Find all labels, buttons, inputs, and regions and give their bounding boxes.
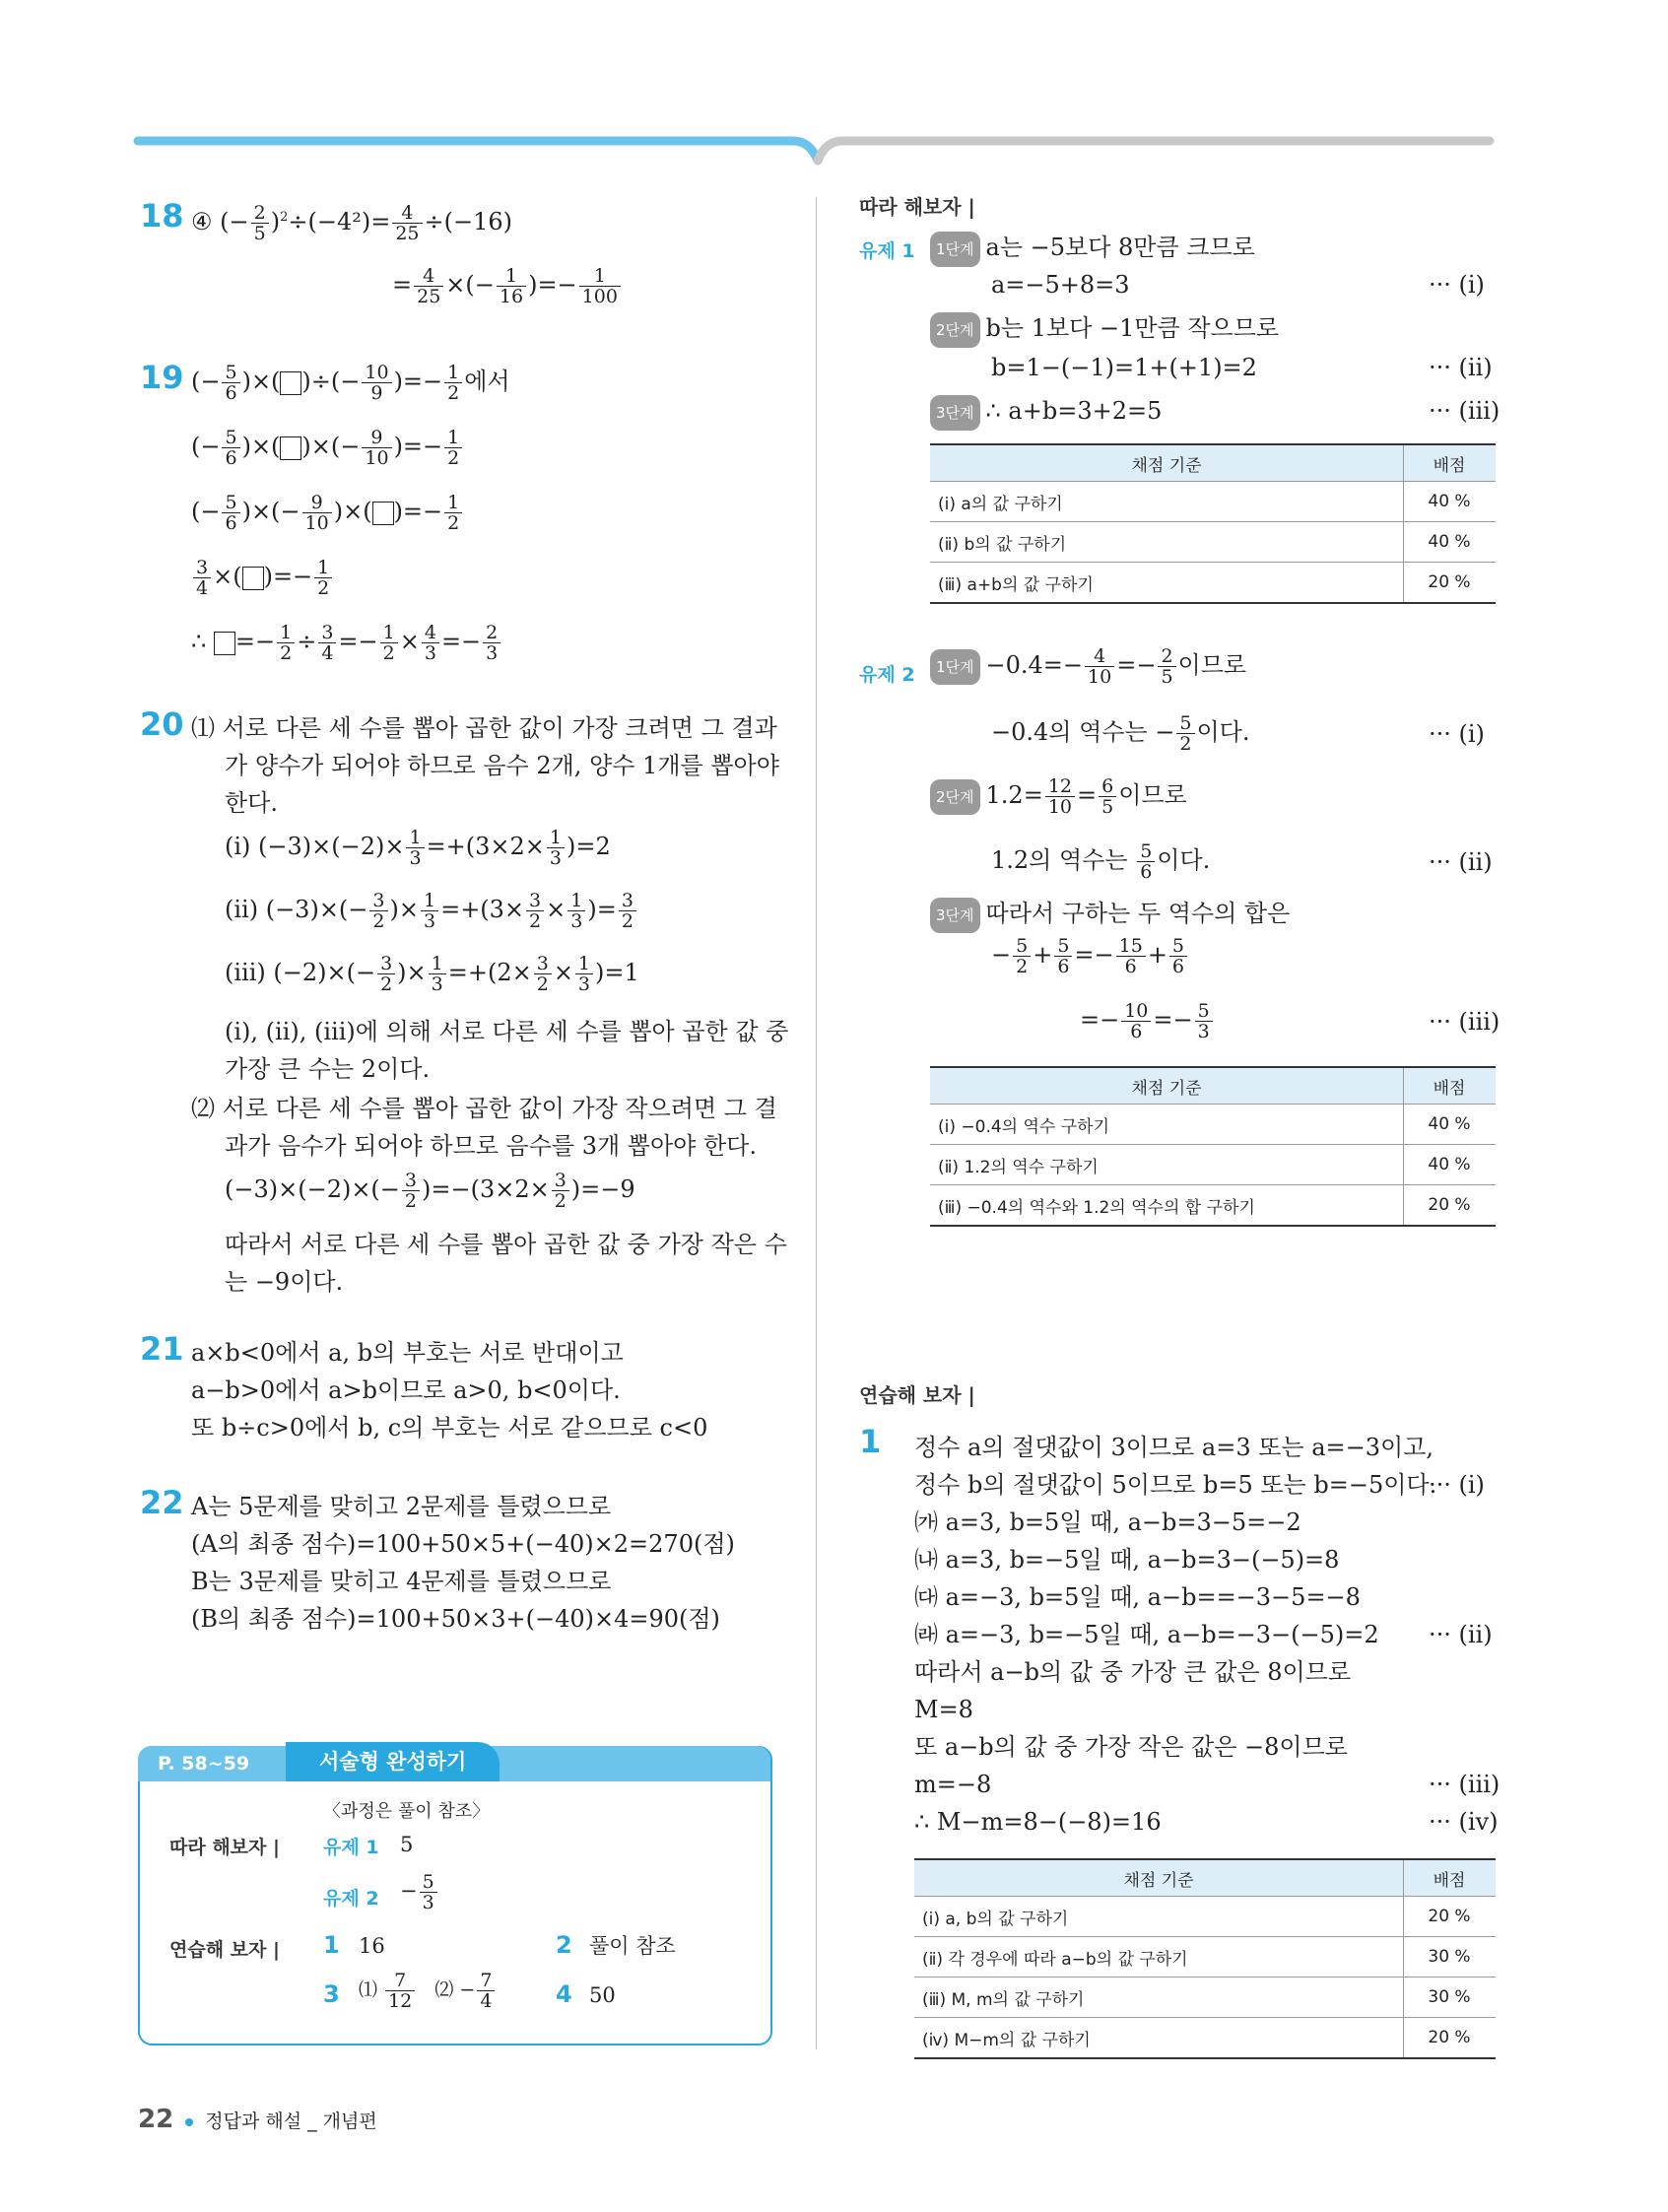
- yu2-r1c1: (ⅰ) −0.4의 역수 구하기: [930, 1105, 1404, 1145]
- problem-number-18: 18: [140, 197, 184, 235]
- yu1-r3c2: 20 %: [1404, 563, 1497, 604]
- q1-line2: 정수 b의 절댓값이 5이므로 b=5 또는 b=−5이다.: [914, 1471, 1437, 1499]
- summary-title-tab: [286, 1742, 500, 1781]
- problem-number-22: 22: [140, 1484, 184, 1521]
- footer-text: 정답과 해설 _ 개념편: [205, 2111, 377, 2132]
- p22-line1: A는 5문제를 맞히고 2문제를 틀렸으므로: [191, 1493, 612, 1520]
- q1-mark2: ··· (ⅱ): [1429, 1621, 1493, 1648]
- p19-line2: (− $\frac{5}{6}$ )×( )×(− $\frac{9}{10}$ )=− $\frac{1}{2}$: [191, 428, 464, 468]
- q1-mark1: ··· (ⅰ): [1429, 1471, 1485, 1499]
- yu2-step1-badge: 1단계: [930, 649, 980, 685]
- summary-a4-num: 4: [556, 1980, 572, 2008]
- footer-dot-icon: [185, 2118, 193, 2126]
- summary-a3-value: ⑴ $\frac{7}{12}$ ⑵ − $\frac{7}{4}$: [359, 1971, 497, 2011]
- yu2-r2c2: 40 %: [1404, 1145, 1497, 1185]
- q1-line10: m=−8: [914, 1771, 992, 1798]
- q1-mark3: ··· (ⅲ): [1429, 1771, 1501, 1798]
- p20-concl1b: 가장 큰 수는 2이다.: [225, 1055, 431, 1083]
- summary-yu1-label: 유제 1: [323, 1837, 379, 1858]
- summary-a1-value: 16: [359, 1934, 385, 1958]
- yu2-step3-badge: 3단계: [930, 898, 980, 933]
- p20-case2: (ⅱ) (−3)×(− $\frac{3}{2}$ )× $\frac{1}{3}$ =+(3× $\frac{3}{2}$ × $\frac{1}{3}$ )= $\frac{3}{2}$: [225, 891, 638, 931]
- yu1-r2c2: 40 %: [1404, 522, 1497, 563]
- yu2-mark2: ··· (ⅱ): [1429, 848, 1493, 876]
- yu1-mark1: ··· (ⅰ): [1429, 271, 1485, 299]
- p19-line1: (− $\frac{5}{6}$ )×( )÷(− $\frac{10}{9}$ )=− $\frac{1}{2}$ 에서: [191, 362, 510, 404]
- yu1-step2-badge: 2단계: [930, 312, 980, 348]
- yu1-r3c1: (ⅲ) a+b의 값 구하기: [930, 563, 1404, 604]
- yu1-s2-eq: b=1−(−1)=1+(+1)=2: [991, 354, 1257, 381]
- p20-part2-intro: ⑵ 서로 다른 세 수를 뽑아 곱한 값이 가장 작으려면 그 결: [191, 1095, 777, 1122]
- yu2-step1: 1단계 −0.4=− $\frac{4}{10}$ =− $\frac{2}{5}$ 이므로: [930, 646, 1246, 687]
- right-follow-heading: 따라 해보자 |: [859, 195, 975, 219]
- yu1-th2: 배점: [1404, 444, 1497, 482]
- problem-number-21: 21: [140, 1330, 184, 1368]
- problem-number-20: 20: [140, 705, 184, 743]
- p21-line3: 또 b÷c>0에서 b, c의 부호는 서로 같으므로 c<0: [191, 1414, 708, 1441]
- q1-line4: ㈏ a=3, b=−5일 때, a−b=3−(−5)=8: [914, 1546, 1340, 1574]
- p20-concl1: (ⅰ), (ⅱ), (ⅲ)에 의해 서로 다른 세 수를 뽑아 곱한 값 중: [225, 1018, 789, 1045]
- q1-r2c1: (ⅱ) 각 경우에 따라 a−b의 값 구하기: [914, 1937, 1404, 1977]
- q1-line5: ㈐ a=−3, b=5일 때, a−b==−3−5=−8: [914, 1583, 1361, 1611]
- yu1-step3: 3단계 ∴ a+b=3+2=5: [930, 394, 1162, 431]
- q1-line9: 또 a−b의 값 중 가장 작은 값은 −8이므로: [914, 1733, 1348, 1761]
- q1-th2: 배점: [1404, 1859, 1497, 1897]
- yu1-th1: 채점 기준: [930, 444, 1404, 482]
- p22-line3: B는 3문제를 맞히고 4문제를 틀렸으므로: [191, 1568, 612, 1595]
- yu1-s1-eq: a=−5+8=3: [991, 271, 1130, 299]
- yu2-s2-line2: 1.2의 역수는 $\frac{5}{6}$ 이다.: [991, 840, 1211, 883]
- p22-line2: (A의 최종 점수)=100+50×5+(−40)×2=270(점): [191, 1530, 735, 1558]
- page-number: 22: [138, 2105, 174, 2134]
- summary-a4-value: 50: [589, 1983, 616, 2007]
- q1-r4c1: (ⅳ) M−m의 값 구하기: [914, 2018, 1404, 2059]
- yu2-r1c2: 40 %: [1404, 1105, 1497, 1145]
- p20-part2-concl2: 는 −9이다.: [225, 1268, 344, 1296]
- yu2-mark3: ··· (ⅲ): [1429, 1008, 1501, 1036]
- yu2-label: 유제 2: [859, 664, 915, 686]
- yu2-th2: 배점: [1404, 1067, 1497, 1105]
- yu1-label: 유제 1: [859, 240, 915, 262]
- yu1-r2c1: (ⅱ) b의 값 구하기: [930, 522, 1404, 563]
- p20-part2-concl: 따라서 서로 다른 세 수를 뽑아 곱한 값 중 가장 작은 수: [225, 1231, 787, 1258]
- yu2-step3: 3단계 따라서 구하는 두 역수의 합은: [930, 897, 1290, 933]
- problem-number-19: 19: [140, 359, 184, 396]
- p19-line4: $\frac{3}{4}$ ×( )=− $\frac{1}{2}$: [191, 558, 334, 598]
- yu1-r1c2: 40 %: [1404, 482, 1497, 522]
- q1-r1c2: 20 %: [1404, 1897, 1497, 1937]
- yu1-step3-badge: 3단계: [930, 395, 980, 431]
- yu2-s3-eq2: =− $\frac{10}{6}$ =− $\frac{5}{3}$: [1080, 1001, 1215, 1041]
- yu2-r3c1: (ⅲ) −0.4의 역수와 1.2의 역수의 합 구하기: [930, 1185, 1404, 1227]
- yu1-step1-badge: 1단계: [930, 232, 980, 267]
- practice-number-1: 1: [859, 1423, 882, 1460]
- footer: [138, 2105, 377, 2134]
- column-divider: [816, 197, 817, 2049]
- q1-th1: 채점 기준: [914, 1859, 1404, 1897]
- p19-line3: (− $\frac{5}{6}$ )×(− $\frac{9}{10}$ )×( )=− $\frac{1}{2}$: [191, 493, 464, 533]
- q1-r3c2: 30 %: [1404, 1977, 1497, 2018]
- q1-r4c2: 20 %: [1404, 2018, 1497, 2059]
- summary-a1-num: 1: [323, 1931, 340, 1959]
- p18-line2: = $\frac{4}{25}$ ×(− $\frac{1}{16}$ )=− $\frac{1}{100}$: [392, 266, 623, 306]
- q1-line8: M=8: [914, 1696, 973, 1723]
- summary-follow-label: 따라 해보자 |: [169, 1837, 280, 1858]
- yu1-step1: 1단계 a는 −5보다 8만큼 크므로: [930, 231, 1255, 267]
- yu2-r3c2: 20 %: [1404, 1185, 1497, 1227]
- q1-r3c1: (ⅲ) M, m의 값 구하기: [914, 1977, 1404, 2018]
- p20-case3: (ⅲ) (−2)×(− $\frac{3}{2}$ )× $\frac{1}{3}$ =+(2× $\frac{3}{2}$ × $\frac{1}{3}$ )=1: [225, 953, 639, 995]
- yu1-step2: 2단계 b는 1보다 −1만큼 작으므로: [930, 311, 1279, 348]
- p20-part2-calc: (−3)×(−2)×(− $\frac{3}{2}$ )=−(3×2× $\frac{3}{2}$ )=−9: [225, 1170, 635, 1212]
- p18-line1: ④ (− $\frac{2}{5}$ )$^2$÷(−4²)= $\frac{4}{25}$ ÷(−16): [191, 202, 512, 244]
- yu2-s3-eq1: − $\frac{5}{2}$ + $\frac{5}{6}$ =− $\frac{15}{6}$ + $\frac{5}{6}$: [991, 936, 1189, 976]
- q1-r2c2: 30 %: [1404, 1937, 1497, 1977]
- summary-title: 서술형 완성하기: [319, 1750, 467, 1774]
- yu2-r2c1: (ⅱ) 1.2의 역수 구하기: [930, 1145, 1404, 1185]
- summary-note: 〈과정은 풀이 참조〉: [323, 1801, 491, 1822]
- yu2-th1: 채점 기준: [930, 1067, 1404, 1105]
- q1-line7: 따라서 a−b의 값 중 가장 큰 값은 8이므로: [914, 1658, 1352, 1686]
- p20-intro3: 한다.: [225, 789, 278, 817]
- q1-r1c1: (ⅰ) a, b의 값 구하기: [914, 1897, 1404, 1937]
- p20-part2-intro2: 과가 음수가 되어야 하므로 음수를 3개 뽑아야 한다.: [225, 1132, 757, 1160]
- yu2-step2: 2단계 1.2= $\frac{12}{10}$ = $\frac{6}{5}$ 이므로: [930, 776, 1187, 817]
- q1-line11: ∴ M−m=8−(−8)=16: [914, 1808, 1162, 1836]
- summary-page-tab: P. 58~59: [158, 1753, 250, 1775]
- p22-line4: (B의 최종 점수)=100+50×3+(−40)×4=90(점): [191, 1605, 720, 1633]
- p20-case1: (ⅰ) (−3)×(−2)× $\frac{1}{3}$ =+(3×2× $\frac{1}{3}$ )=2: [225, 827, 611, 869]
- summary-practice-label: 연습해 보자 |: [169, 1939, 280, 1961]
- yu2-s1-line2: −0.4의 역수는 − $\frac{5}{2}$ 이다.: [991, 712, 1250, 755]
- q1-grading-table: [914, 1858, 1496, 2059]
- p20-intro2: 가 양수가 되어야 하므로 음수 2개, 양수 1개를 뽑아야: [225, 752, 779, 779]
- p21-line1: a×b<0에서 a, b의 부호는 서로 반대이고: [191, 1339, 624, 1367]
- yu1-mark2: ··· (ⅱ): [1429, 354, 1493, 381]
- yu1-r1c1: (ⅰ) a의 값 구하기: [930, 482, 1404, 522]
- right-practice-heading: 연습해 보자 |: [859, 1383, 975, 1407]
- p21-line2: a−b>0에서 a>b이므로 a>0, b<0이다.: [191, 1376, 621, 1404]
- summary-a3-num: 3: [323, 1980, 340, 2008]
- header-bar: [0, 0, 1668, 168]
- yu1-grading-table: [930, 443, 1496, 604]
- p19-line5: ∴ =− $\frac{1}{2}$ ÷ $\frac{3}{4}$ =− $\frac{1}{2}$ × $\frac{4}{3}$ =− $\frac{2}{3}$: [191, 623, 502, 663]
- q1-line1: 정수 a의 절댓값이 3이므로 a=3 또는 a=−3이고,: [914, 1434, 1434, 1461]
- yu2-mark1: ··· (ⅰ): [1429, 720, 1485, 748]
- yu2-step2-badge: 2단계: [930, 779, 980, 815]
- yu2-grading-table: [930, 1066, 1496, 1227]
- q1-line3: ㈎ a=3, b=5일 때, a−b=3−5=−2: [914, 1508, 1301, 1536]
- q1-line6: ㈑ a=−3, b=−5일 때, a−b=−3−(−5)=2: [914, 1621, 1379, 1648]
- summary-yu2-value: − $\frac{5}{3}$: [400, 1872, 439, 1912]
- summary-yu2-label: 유제 2: [323, 1888, 379, 1910]
- yu1-mark3: ··· (ⅲ): [1429, 397, 1501, 425]
- summary-yu1-value: 5: [400, 1833, 414, 1856]
- q1-mark4: ··· (ⅳ): [1429, 1808, 1499, 1836]
- summary-a2-num: 2: [556, 1931, 572, 1959]
- summary-a2-value: 풀이 참조: [589, 1934, 676, 1958]
- p20-intro1: ⑴ 서로 다른 세 수를 뽑아 곱한 값이 가장 크려면 그 결과: [191, 714, 777, 742]
